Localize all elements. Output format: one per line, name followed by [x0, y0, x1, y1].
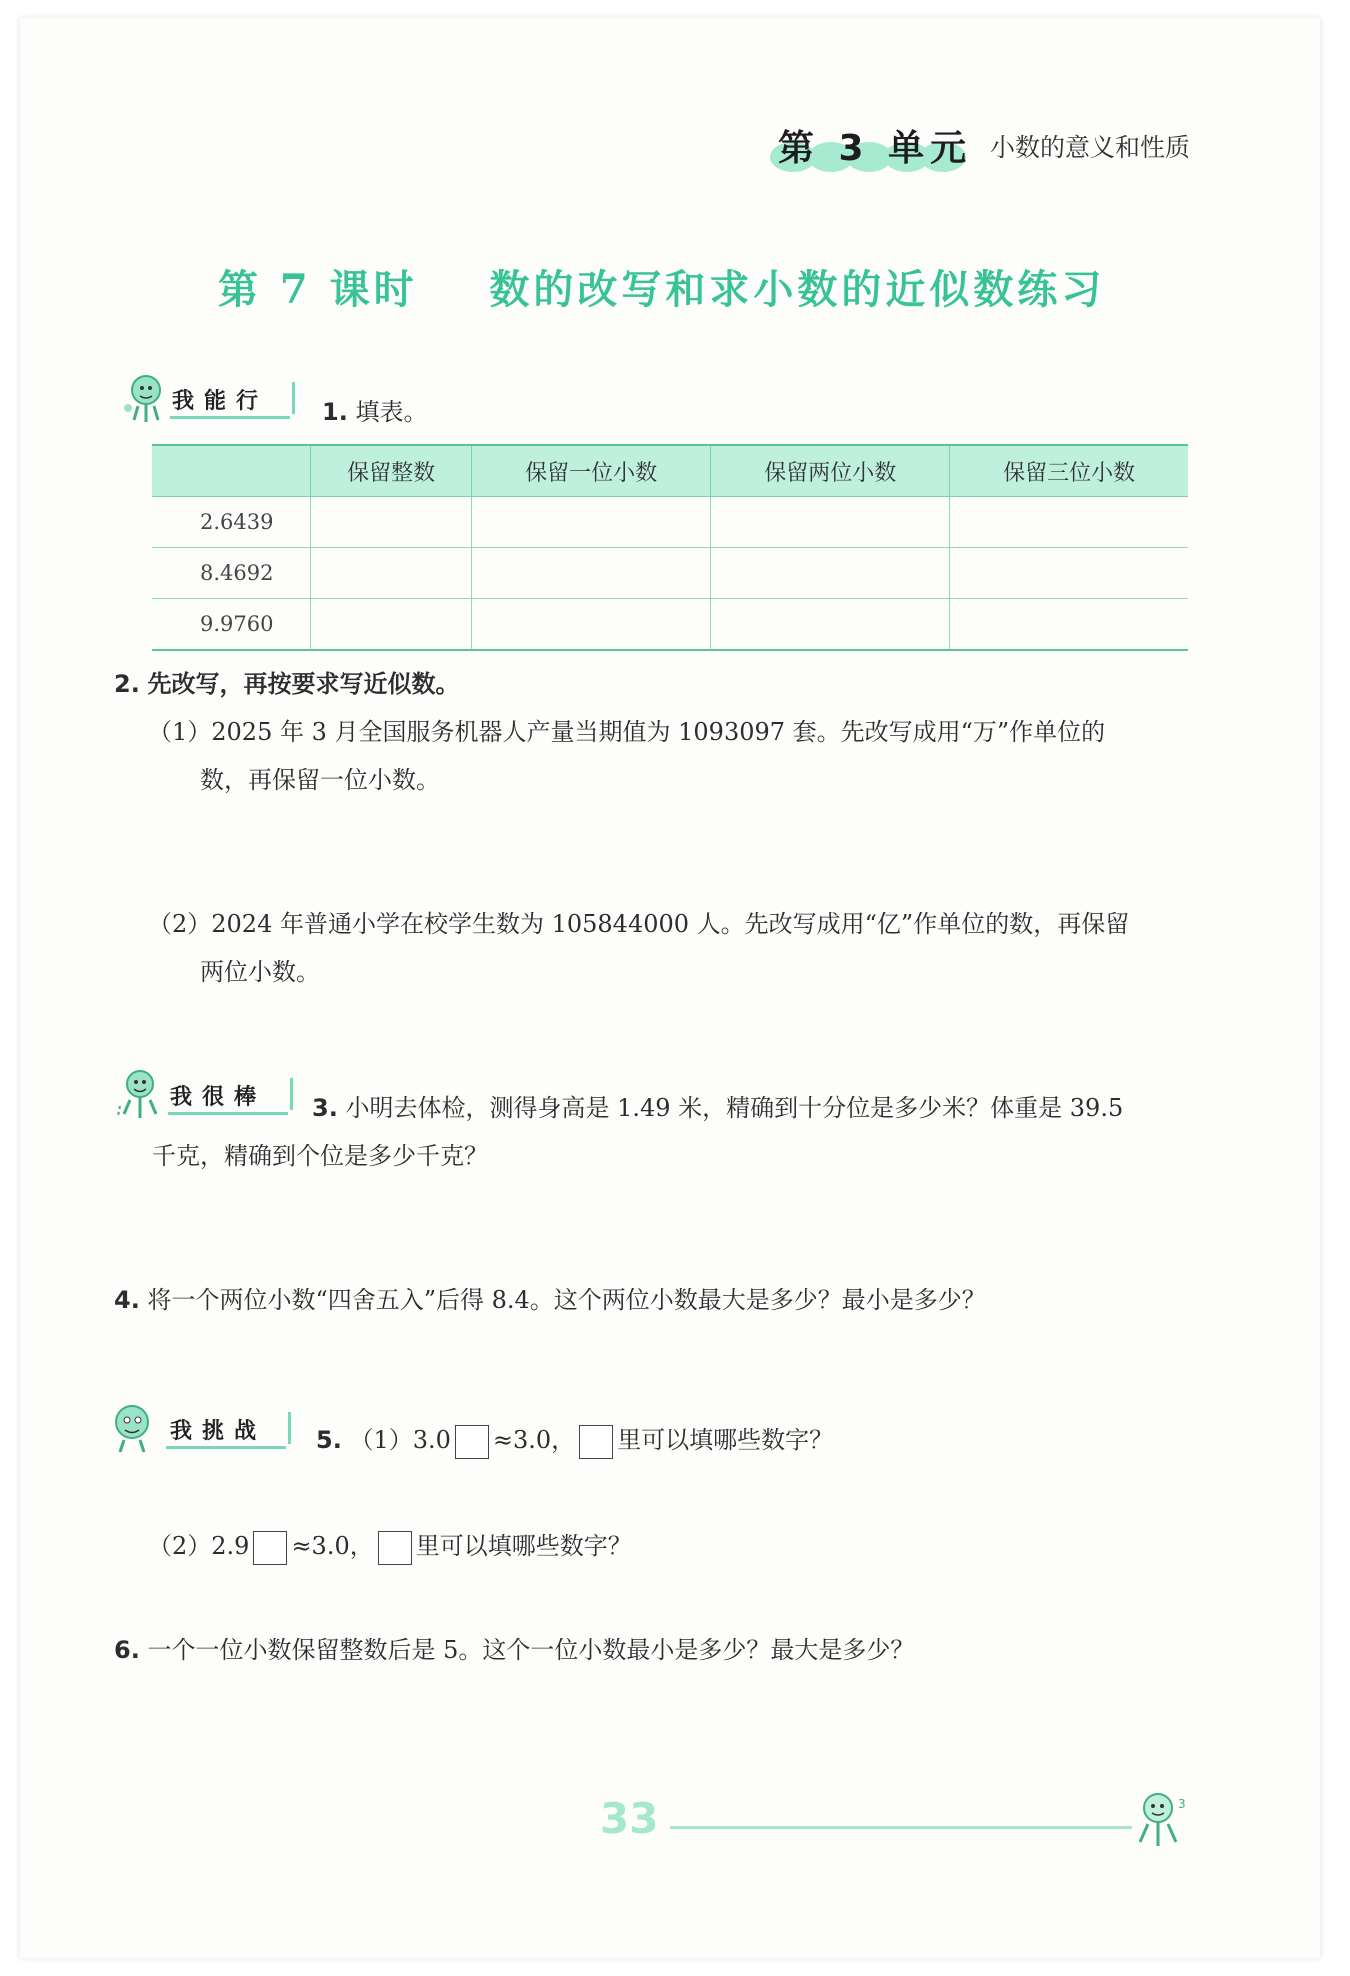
- answer-cell[interactable]: [711, 548, 950, 599]
- row-value: 2.6439: [152, 497, 311, 548]
- section-label: 我挑战: [170, 1419, 267, 1444]
- table-row: [152, 599, 1188, 651]
- question-4: [114, 1280, 986, 1315]
- badge-underline: [168, 1112, 288, 1115]
- question-number: 5.: [316, 1426, 342, 1454]
- table-header-cell: 保留三位小数: [950, 445, 1188, 497]
- answer-cell[interactable]: [950, 599, 1188, 651]
- answer-cell[interactable]: [472, 599, 711, 651]
- question-2-part-1-line-2: 数，再保留一位小数。: [200, 766, 440, 794]
- question-text: 将一个两位小数“四舍五入”后得 8.4。这个两位小数最大是多少？最小是多少？: [147, 1286, 986, 1314]
- table-header-cell: 保留整数: [311, 445, 472, 497]
- question-text: 一个一位小数保留整数后是 5。这个一位小数最小是多少？最大是多少？: [147, 1636, 915, 1664]
- question-number: 3.: [312, 1094, 338, 1122]
- lesson-title: 第 7 课时 数的改写和求小数的近似数练习: [218, 266, 1106, 313]
- question-text: 小明去体检，测得身高是 1.49 米，精确到十分位是多少米？体重是 39.5: [345, 1094, 1124, 1122]
- table-row: [152, 497, 1188, 548]
- answer-cell[interactable]: [950, 548, 1188, 599]
- table-header-row: [152, 445, 1188, 497]
- question-2-part-2-line-2: 两位小数。: [200, 958, 320, 986]
- mascot-icon: [120, 370, 170, 430]
- blank-box[interactable]: [378, 1531, 412, 1565]
- table-header-cell: [152, 445, 311, 497]
- question-text: 先改写，再按要求写近似数。: [147, 670, 460, 698]
- question-text-b: ≈3.0，: [492, 1426, 576, 1454]
- blank-box[interactable]: [455, 1425, 489, 1459]
- page-number: 33: [600, 1794, 659, 1843]
- question-3-line-1: [312, 1088, 1123, 1123]
- answer-cell[interactable]: [311, 599, 472, 651]
- badge-underline: [170, 416, 290, 419]
- question-5-part-1: [316, 1420, 833, 1459]
- answer-cell[interactable]: [950, 497, 1188, 548]
- question-number: 1.: [322, 398, 348, 426]
- question-2-part-2-line-1: （2）2024 年普通小学在校学生数为 105844000 人。先改写成用“亿”作单位的数，再保留: [148, 910, 1130, 938]
- table-row: [152, 548, 1188, 599]
- question-text-a: （1）3.0: [349, 1426, 451, 1454]
- badge-divider: [290, 1078, 293, 1110]
- badge-divider: [288, 1412, 291, 1444]
- mascot-icon: [110, 1400, 160, 1460]
- question-1: [322, 392, 427, 427]
- badge-underline: [166, 1446, 286, 1449]
- question-number: 4.: [114, 1286, 140, 1314]
- question-5-part-2: [148, 1526, 632, 1565]
- answer-cell[interactable]: [711, 497, 950, 548]
- answer-cell[interactable]: [311, 548, 472, 599]
- section-label: 我能行: [172, 389, 269, 414]
- question-2-part-1-line-1: （1）2025 年 3 月全国服务机器人产量当期值为 1093097 套。先改写成用“万”作单位的: [148, 718, 1106, 746]
- question-2: [114, 664, 459, 699]
- section-label: 我很棒: [170, 1085, 267, 1110]
- answer-cell[interactable]: [472, 548, 711, 599]
- answer-cell[interactable]: [711, 599, 950, 651]
- footer-mascot-icon: [1128, 1788, 1190, 1854]
- unit-title: 第 3 单元: [778, 128, 973, 169]
- rounding-table: [152, 444, 1188, 651]
- footer-line: [670, 1826, 1132, 1829]
- question-text-c: 里可以填哪些数字？: [617, 1426, 834, 1454]
- question-number: 2.: [114, 670, 140, 698]
- unit-header: [770, 118, 973, 178]
- unit-subtitle: 小数的意义和性质: [990, 133, 1191, 162]
- blank-box[interactable]: [253, 1531, 287, 1565]
- table-header-cell: 保留一位小数: [472, 445, 711, 497]
- question-number: 6.: [114, 1636, 140, 1664]
- question-text-c: 里可以填哪些数字？: [415, 1532, 632, 1560]
- question-6: [114, 1630, 914, 1665]
- question-text: 填表。: [355, 398, 428, 426]
- svg-text:3: 3: [1178, 1797, 1186, 1811]
- answer-cell[interactable]: [311, 497, 472, 548]
- table-header-cell: 保留两位小数: [711, 445, 950, 497]
- question-text-a: （2）2.9: [148, 1532, 250, 1560]
- question-text-b: ≈3.0，: [291, 1532, 374, 1560]
- blank-box[interactable]: [579, 1425, 613, 1459]
- answer-cell[interactable]: [472, 497, 711, 548]
- mascot-icon: [114, 1066, 164, 1126]
- question-3-line-2: 千克，精确到个位是多少千克？: [152, 1142, 488, 1170]
- row-value: 8.4692: [152, 548, 311, 599]
- row-value: 9.9760: [152, 599, 311, 651]
- badge-divider: [292, 382, 295, 414]
